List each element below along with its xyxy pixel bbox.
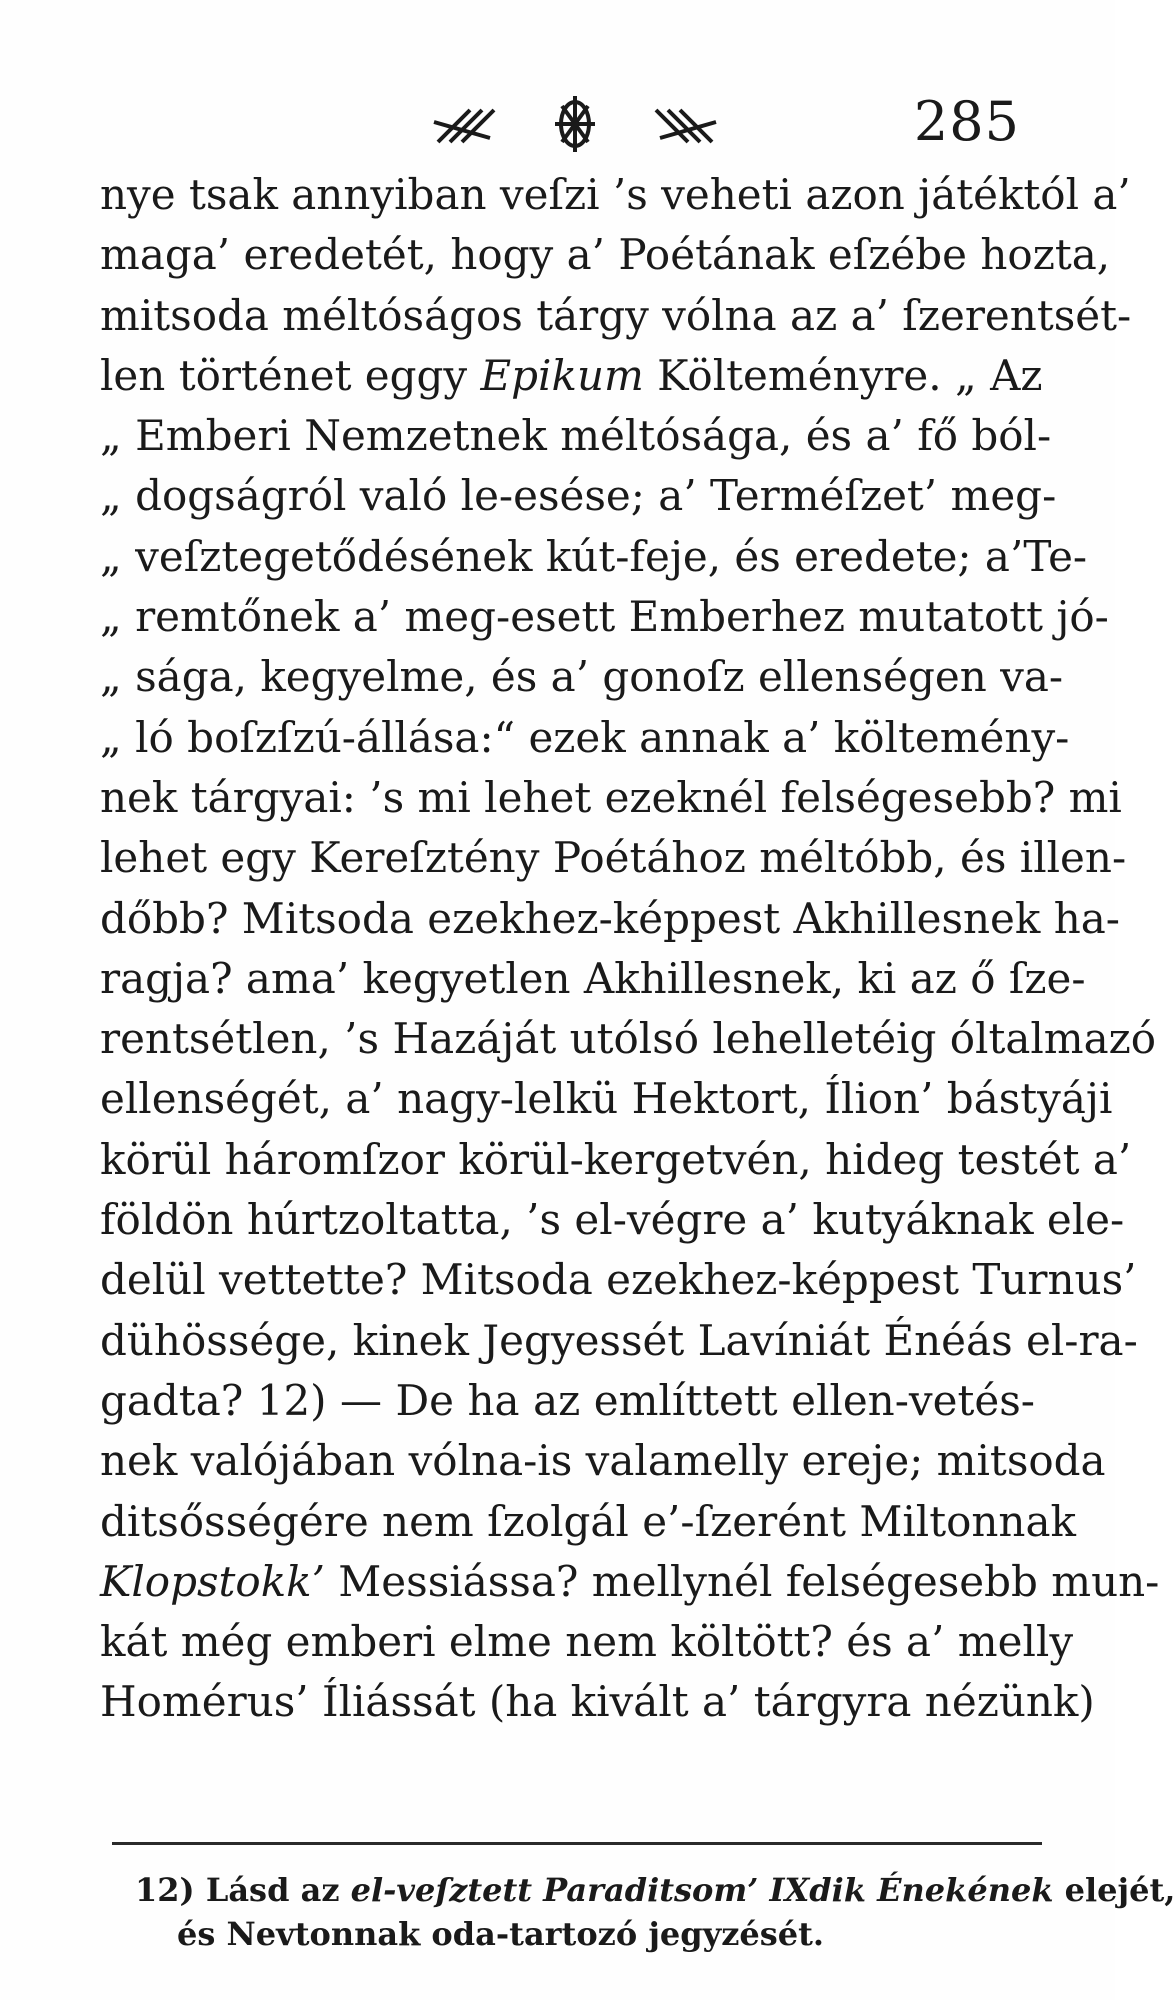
text-line: ragja? ama’ kegyetlen Akhillesnek, ki az ő ſze- [100, 953, 1086, 1003]
text-segment: Messiássa? mellynél felségesebb mun- [324, 1556, 1160, 1606]
text-line: nek valójában vólna-is valamelly ereje; mitsoda [100, 1436, 1106, 1486]
decorative-ornament-icon [430, 92, 720, 152]
page-header [0, 92, 1115, 162]
text-line [100, 346, 1043, 406]
footnote-line [135, 1868, 1175, 1912]
text-line: nye tsak annyiban veſzi ’s veheti azon játéktól a’ [100, 170, 1131, 219]
text-line: lehet egy Kereſztény Poétához méltóbb, és illen- [100, 833, 1127, 883]
footnote-italic-title: el-veſztett Paraditsom’ IXdik Énekének [350, 1871, 1054, 1909]
text-line: „ Emberi Nemzetnek méltósága, és a’ fő ból- [100, 411, 1052, 461]
footnote-number: 12) [135, 1871, 206, 1909]
text-line: ditsősségére nem ſzolgál e’-ſzerént Miltonnak [100, 1496, 1076, 1546]
text-line: Homérus’ Íliássát (ha kivált a’ tárgyra nézünk) [100, 1677, 1095, 1727]
text-line: gadta? 12) — De ha az említtett ellen-vetés- [100, 1375, 1035, 1425]
text-line: maga’ eredetét, hogy a’ Poétának eſzébe hozta, [100, 230, 1111, 280]
italic-term: Epikum [480, 350, 644, 400]
text-segment: Költeményre. „ Az [643, 350, 1043, 400]
text-line: „ veſztegetődésének kút-feje, és eredete; a’Te- [100, 531, 1088, 581]
text-line: „ ló boſzſzú-állása:“ ezek annak a’ költemény- [100, 712, 1070, 762]
page-number: 285 [913, 90, 1020, 153]
italic-term: Klopstokk’ [100, 1556, 325, 1606]
footnote [135, 1868, 1175, 1956]
text-line: mitsoda méltóságos tárgy vólna az a’ ſzerentsét- [100, 290, 1132, 340]
text-line: rentsétlen, ’s Hazáját utólsó lehelletéig óltalmazó [100, 1014, 1157, 1064]
text-line: dühössége, kinek Jegyessét Lavíniát Énéás el-ra- [100, 1315, 1138, 1365]
text-segment: len történet eggy [100, 350, 481, 400]
text-line: földön húrtzoltatta, ’s el-végre a’ kutyáknak ele- [100, 1195, 1125, 1245]
footnote-text: elejét, [1053, 1871, 1175, 1909]
text-line: körül háromſzor körül-kergetvén, hideg testét a’ [100, 1134, 1132, 1184]
text-line: ellenségét, a’ nagy-lelkü Hektort, Ílion’ bástyáji [100, 1074, 1113, 1124]
text-line: delül vettette? Mitsoda ezekhez-képpest Turnus’ [100, 1255, 1137, 1305]
text-line: „ sága, kegyelme, és a’ gonoſz ellenségen va- [100, 652, 1064, 702]
footnote-divider [112, 1842, 1042, 1845]
footnote-text: Lásd az [205, 1871, 351, 1909]
text-line: kát még emberi elme nem költött? és a’ melly [100, 1617, 1074, 1667]
text-line: nek tárgyai: ’s mi lehet ezeknél felségesebb? mi [100, 772, 1122, 822]
footnote-line: és Nevtonnak oda-tartozó jegyzését. [177, 1915, 825, 1953]
main-text [100, 165, 1160, 1733]
text-line: dőbb? Mitsoda ezekhez-képpest Akhillesnek ha- [100, 893, 1120, 943]
text-line [100, 1552, 1160, 1612]
text-line: „ dogságról való le-esése; a’ Terméſzet’ meg- [100, 471, 1057, 521]
text-line: „ remtőnek a’ meg-esett Emberhez mutatott jó- [100, 592, 1109, 642]
